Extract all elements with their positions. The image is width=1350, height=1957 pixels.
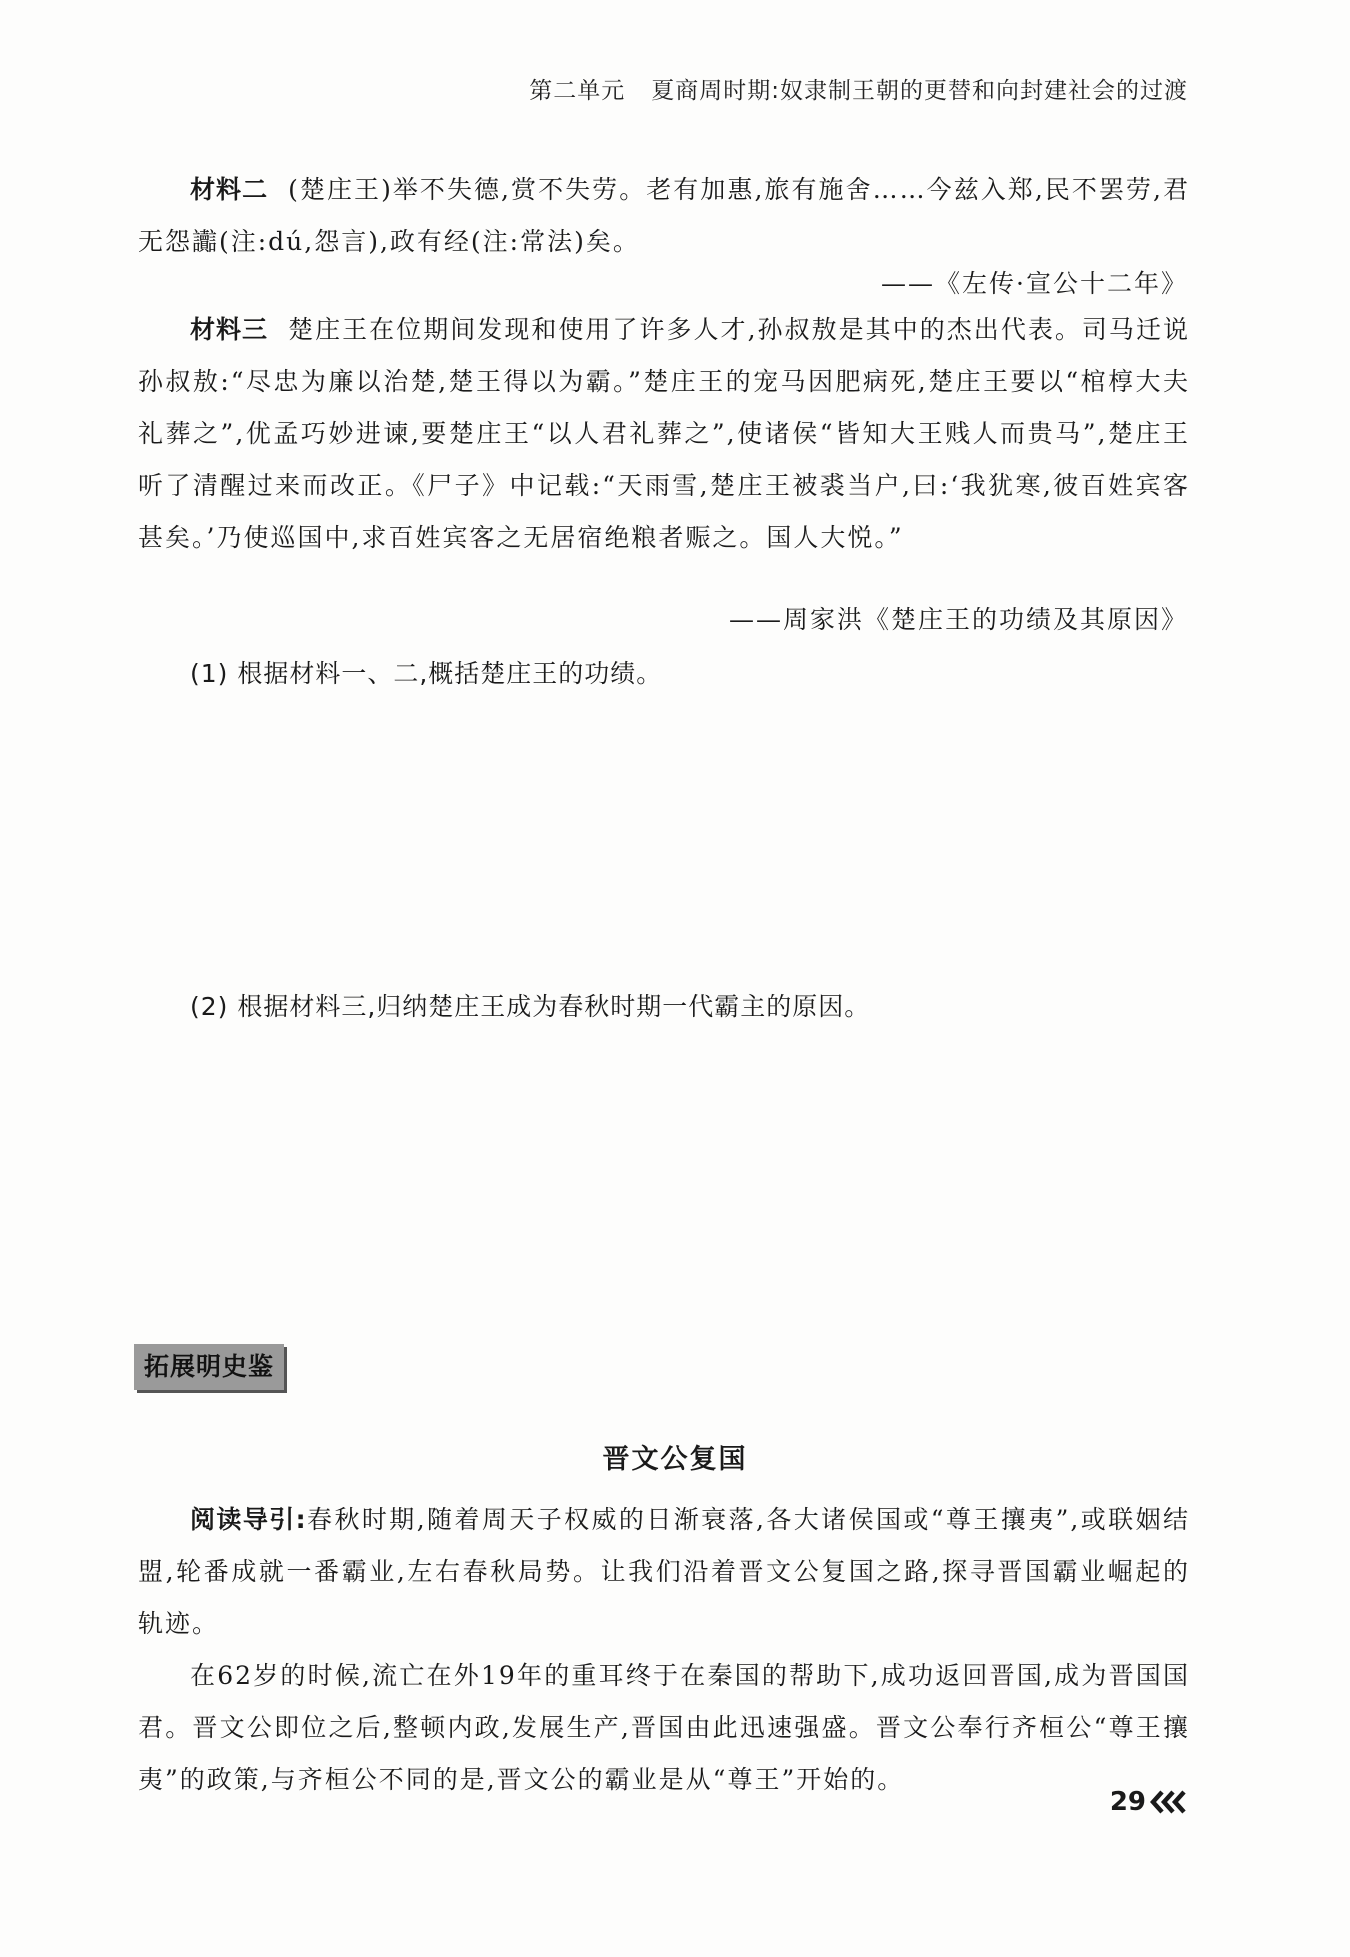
page-number-value: 29 (1109, 1787, 1146, 1817)
question-two: (2) 根据材料三,归纳楚庄王成为春秋时期一代霸主的原因。 (190, 992, 871, 1021)
unit-label: 第二单元 (529, 78, 626, 104)
material-two-text: (楚庄王)举不失德,赏不失劳。老有加惠,旅有施舍……今兹入郑,民不罢劳,君无怨讟(注:dú,怨言),政有经(注:常法)矣。 (138, 175, 1190, 256)
material-three-text: 楚庄王在位期间发现和使用了许多人才,孙叔敖是其中的杰出代表。司马迁说孙叔敖:“尽忠为廉以治楚,楚王得以为霸。”楚庄王的宠马因肥病死,楚庄王要以“棺椁大夫礼葬之”,优孟巧妙进谏,要楚庄王“以人君礼葬之”,使诸侯“皆知大王贱人而贵马”,楚庄王听了清醒过来而改正。《尸子》中记载:“天雨雪,楚庄王被裘当户,曰:‘我犹寒,彼百姓宾客甚矣。’乃使巡国中,求百姓宾客之无居宿绝粮者赈之。国人大悦。” (138, 315, 1190, 552)
reading-guide-label: 阅读导引: (190, 1505, 307, 1534)
material-two-label: 材料二 (190, 175, 269, 204)
question-one: (1) 根据材料一、二,概括楚庄王的功绩。 (190, 659, 663, 688)
reading-guide (138, 1494, 1190, 1650)
article-title: 晋文公复国 (602, 1444, 748, 1475)
material-two-source: ——《左传·宣公十二年》 (881, 269, 1188, 298)
page-number (1110, 1787, 1190, 1817)
unit-title: 夏商周时期:奴隶制王朝的更替和向封建社会的过渡 (651, 78, 1188, 104)
material-three-label: 材料三 (190, 315, 269, 344)
material-three (138, 304, 1190, 564)
running-header (529, 72, 1188, 105)
reading-guide-text: 春秋时期,随着周天子权威的日渐衰落,各大诸侯国或“尊王攘夷”,或联姻结盟,轮番成就一番霸业,左右春秋局势。让我们沿着晋文公复国之路,探寻晋国霸业崛起的轨迹。 (138, 1505, 1190, 1638)
section-tag: 拓展明史鉴 (134, 1344, 284, 1390)
triple-chevron-left-icon (1150, 1789, 1190, 1815)
body-paragraph: 在62岁的时候,流亡在外19年的重耳终于在秦国的帮助下,成功返回晋国,成为晋国国君。晋文公即位之后,整顿内政,发展生产,晋国由此迅速强盛。晋文公奉行齐桓公“尊王攘夷”的政策,与齐桓公不同的是,晋文公的霸业是从“尊王”开始的。 (138, 1661, 1190, 1794)
material-three-source: ——周家洪《楚庄王的功绩及其原因》 (728, 605, 1188, 634)
material-two (138, 164, 1190, 268)
